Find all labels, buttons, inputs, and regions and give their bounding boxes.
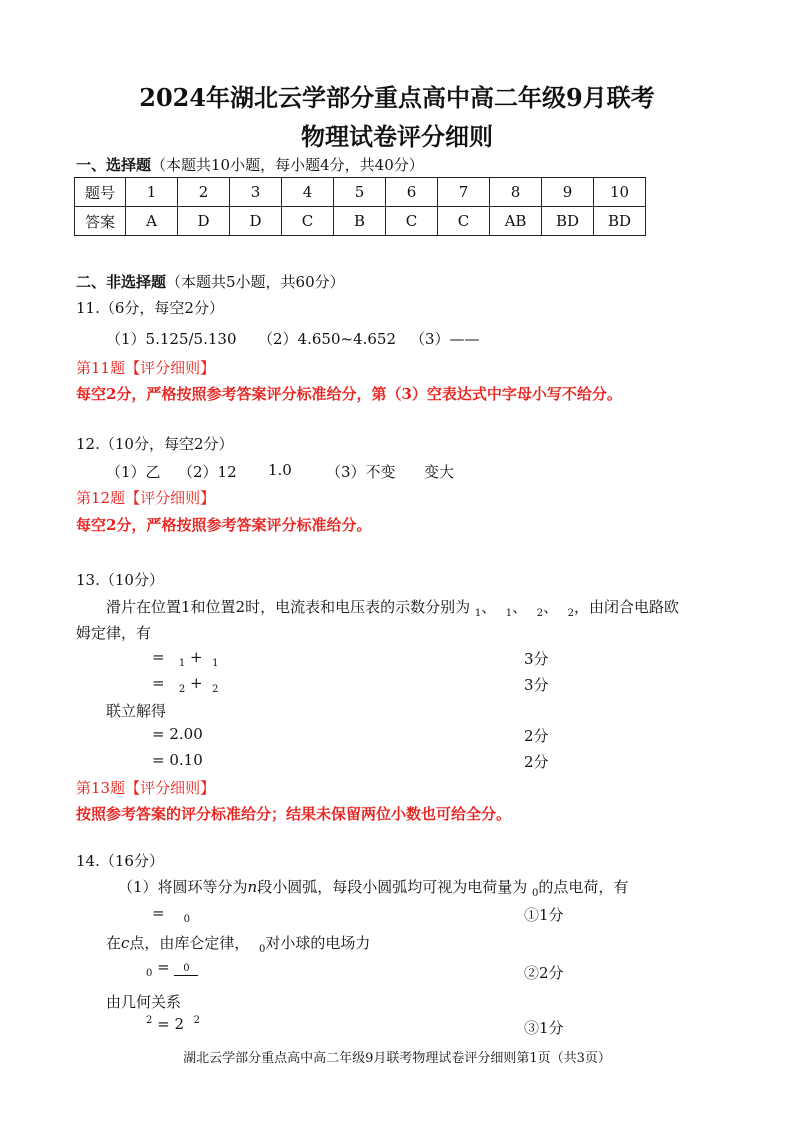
q13-result-1: = 2.00 [152, 725, 203, 743]
table-cell: B [334, 207, 386, 236]
section2-note: （本题共5小题，共60分） [166, 273, 345, 291]
q13-line-1-end: ，由闭合电路欧 [574, 598, 680, 616]
page-subtitle: 物理试卷评分细则 [301, 122, 493, 151]
q11-answer-3: （3）—— [410, 330, 480, 348]
table-cell: D [230, 207, 282, 236]
q14-equation-1: = $_0$ [152, 904, 191, 925]
page-footer: 湖北云学部分重点高中高二年级9月联考物理试卷评分细则第1页（共3页） [183, 1051, 611, 1066]
table-cell: C [386, 207, 438, 236]
q11-rule-title: 第11题【评分细则】 [76, 359, 216, 377]
q12-answer-4: （3）不变 [326, 463, 396, 481]
table-cell: 5 [334, 178, 386, 207]
table-row [75, 178, 646, 207]
q12-answer-5: 变大 [424, 463, 455, 481]
table-cell: BD [594, 207, 646, 236]
table-cell: 8 [490, 178, 542, 207]
section1-header [76, 154, 424, 175]
section1-heading: 一、选择题 [76, 156, 152, 174]
q12-answer-2: （2）12 [178, 463, 237, 481]
q12-header: 12.（10分，每空2分） [76, 435, 234, 453]
row-header-answer: 答案 [75, 207, 126, 236]
section1-note: （本题共10小题，每小题4分，共40分） [151, 156, 424, 174]
q14-header: 14.（16分） [76, 852, 164, 870]
table-cell: 9 [542, 178, 594, 207]
fraction: 0 [174, 960, 198, 975]
q14-line-3: 由几何关系 [106, 993, 182, 1011]
q14-line-1 [118, 876, 628, 899]
q13-rule-title: 第13题【评分细则】 [76, 779, 216, 797]
formula-placeholder: $_1$、 $_1$、 $_2$、 $_2$ [474, 598, 575, 619]
table-cell: 3 [230, 178, 282, 207]
table-cell: 6 [386, 178, 438, 207]
table-cell: C [438, 207, 490, 236]
q11-answer-1: （1）5.125/5.130 [106, 330, 237, 348]
q14-line-2 [106, 932, 370, 955]
row-header-number: 题号 [75, 178, 126, 207]
q14-eq3-score: ③1分 [524, 1019, 564, 1037]
answer-table [74, 177, 646, 236]
q14-line-1-a: （1）将圆环等分为 [118, 878, 248, 896]
q13-result-1-score: 2分 [524, 727, 549, 745]
q14-equation-3: $^2$ = 2 $^2$ [146, 1015, 200, 1033]
q14-line-1-b: 段小圆弧，每段小圆弧均可视为电荷量为 [257, 878, 528, 896]
table-cell: 1 [126, 178, 178, 207]
table-cell: 2 [178, 178, 230, 207]
table-cell: BD [542, 207, 594, 236]
q13-solve: 联立解得 [106, 702, 167, 720]
q11-rule-text: 每空2分，严格按照参考答案评分标准给分，第（3）空表达式中字母小写不给分。 [76, 385, 622, 403]
q13-rule-text: 按照参考答案的评分标准给分；结果未保留两位小数也可给全分。 [76, 805, 512, 823]
q14-line-2-d: 对小球的电场力 [265, 934, 371, 952]
q14-eq1-score: ①1分 [524, 906, 564, 924]
q11-answer-2: （2）4.650~4.652 [258, 330, 396, 348]
q13-eq2-score: 3分 [524, 676, 549, 694]
q13-equation-1: = $_1$ + $_1$ [152, 648, 219, 669]
q13-line-2: 姆定律，有 [76, 624, 152, 642]
q11-header: 11.（6分，每空2分） [76, 299, 224, 317]
q12-answer-3: 1.0 [268, 461, 292, 479]
q14-line-2-b: 点，由库仑定律， [129, 934, 250, 952]
section2-header [76, 271, 345, 292]
q12-rule-text: 每空2分，严格按照参考答案评分标准给分。 [76, 516, 372, 534]
q13-header: 13.（10分） [76, 571, 164, 589]
table-row [75, 207, 646, 236]
q13-line-1-text: 滑片在位置1和位置2时，电流表和电压表的示数分别为 [106, 598, 471, 616]
table-cell: D [178, 207, 230, 236]
q14-var-n: n [247, 878, 258, 896]
q14-var-c: c [121, 934, 130, 952]
q12-answer-1: （1）乙 [106, 463, 161, 481]
page-title: 2024年湖北云学部分重点高中高二年级9月联考 [139, 83, 655, 112]
table-cell: A [126, 207, 178, 236]
table-cell: 10 [594, 178, 646, 207]
q13-result-2-score: 2分 [524, 753, 549, 771]
table-cell: C [282, 207, 334, 236]
q14-line-1-c: 的点电荷，有 [538, 878, 629, 896]
formula-placeholder: 0 [532, 888, 539, 899]
formula-placeholder: 0 [258, 944, 266, 955]
q13-equation-2: = $_2$ + $_2$ [152, 674, 219, 695]
q14-line-2-a: 在 [106, 934, 122, 952]
table-cell: 4 [282, 178, 334, 207]
table-cell: 7 [438, 178, 490, 207]
q14-eq2-score: ②2分 [524, 964, 564, 982]
q14-equation-2: $_0$ = $_0$ [146, 958, 198, 979]
table-cell: AB [490, 207, 542, 236]
q13-line-1 [106, 596, 679, 619]
q13-result-2: = 0.10 [152, 751, 203, 769]
q13-eq1-score: 3分 [524, 650, 549, 668]
section2-heading: 二、非选择题 [76, 273, 167, 291]
q12-rule-title: 第12题【评分细则】 [76, 489, 216, 507]
